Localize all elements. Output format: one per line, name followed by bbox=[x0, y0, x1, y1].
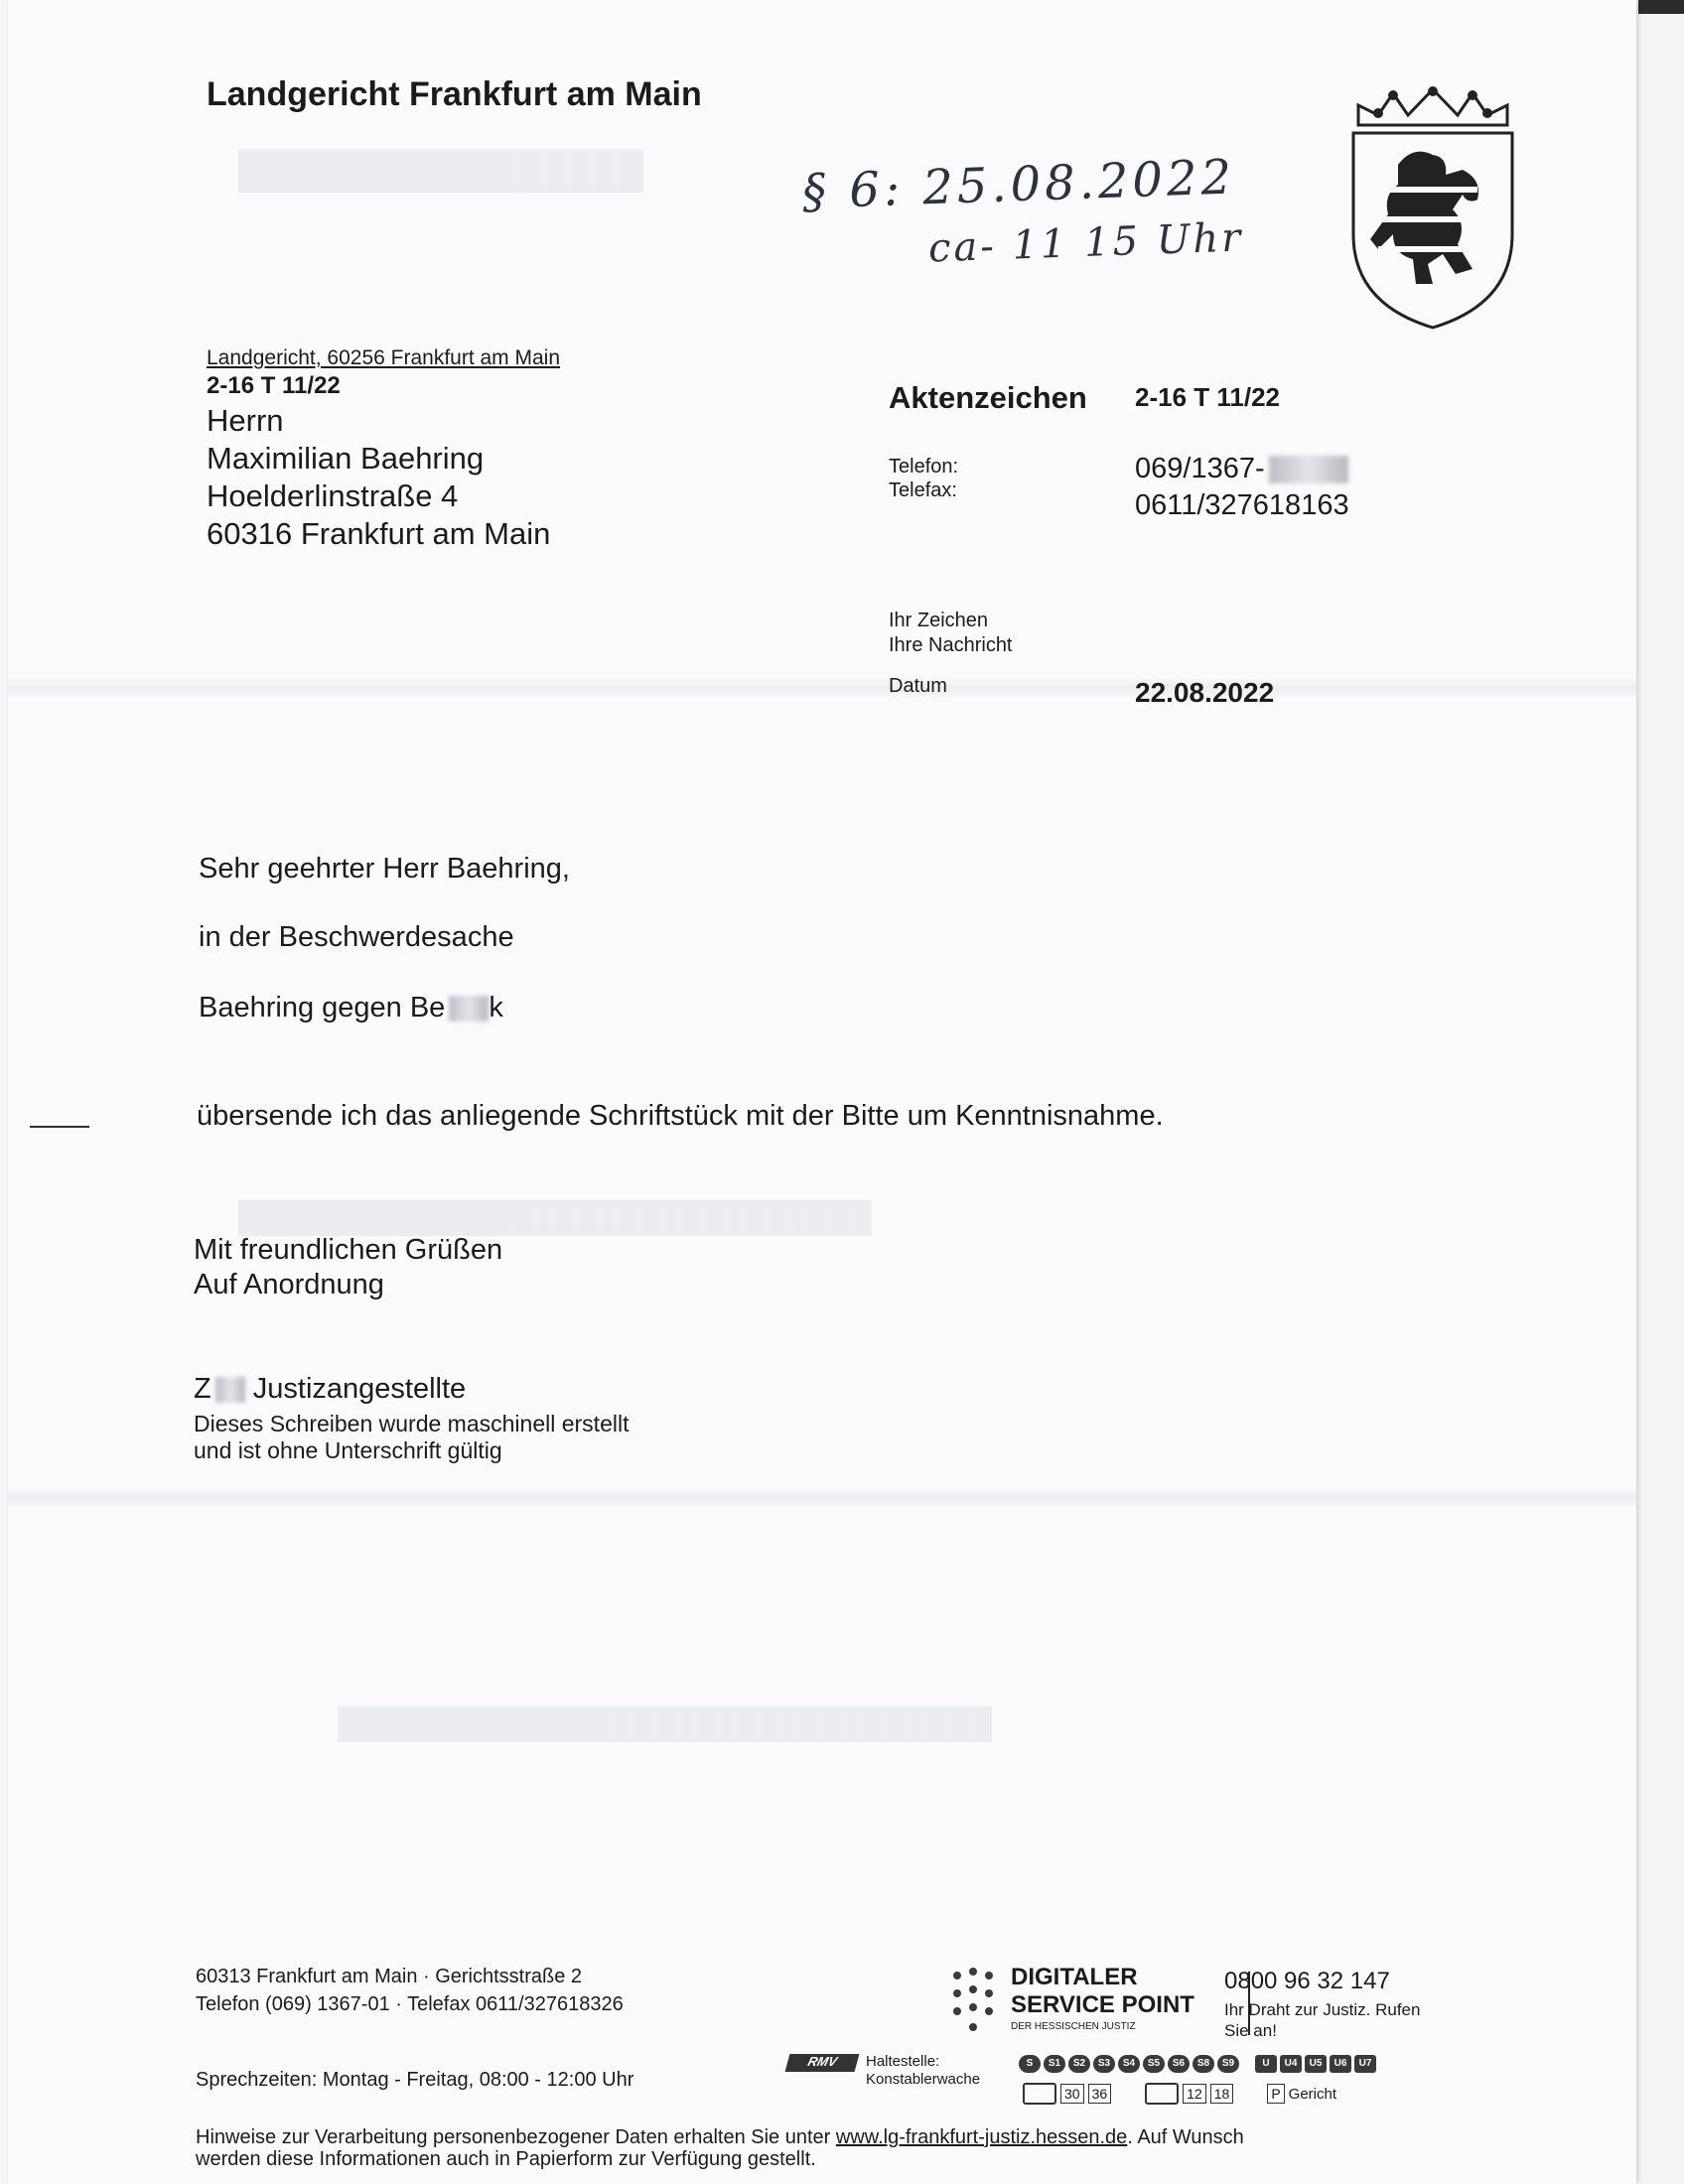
parking-label: Gericht bbox=[1288, 2085, 1337, 2103]
redaction-blur bbox=[215, 1377, 245, 1403]
aktenzeichen-value: 2-16 T 11/22 bbox=[1135, 382, 1280, 412]
datum-value: 22.08.2022 bbox=[1135, 677, 1275, 708]
aktenzeichen-label: Aktenzeichen bbox=[889, 380, 1087, 415]
hotline-subtitle: Ihr Draht zur Justiz. Rufen Sie an! bbox=[1224, 2000, 1421, 2040]
s-line-badge: S5 bbox=[1143, 2055, 1165, 2073]
s-line-badge: S3 bbox=[1093, 2055, 1115, 2073]
datum-label: Datum bbox=[889, 675, 947, 697]
s-line-badge: S6 bbox=[1168, 2055, 1190, 2073]
rmv-logo: RMV bbox=[785, 2054, 860, 2072]
transit-line-badges bbox=[1019, 2055, 1376, 2073]
u-line-badge: U bbox=[1255, 2055, 1277, 2073]
bus-tram-parking bbox=[1023, 2083, 1336, 2105]
bus-line: 36 bbox=[1088, 2084, 1112, 2104]
u-line-badge: U4 bbox=[1280, 2055, 1302, 2073]
footer-privacy-line2: werden diese Informationen auch in Papierform zur Verfügung gestellt. bbox=[196, 2148, 816, 2170]
s-line-badge: S4 bbox=[1118, 2055, 1140, 2073]
closing-regards: Mit freundlichen Grüßen bbox=[194, 1234, 503, 1266]
s-line-badge: S2 bbox=[1068, 2055, 1090, 2073]
bus-line: 30 bbox=[1060, 2084, 1084, 2104]
footer-phone-fax: Telefon (069) 1367-01 · Telefax 0611/327618326 bbox=[196, 1993, 624, 2015]
privacy-link[interactable]: www.lg-frankfurt-justiz.hessen.de bbox=[835, 2126, 1128, 2148]
court-name: Landgericht Frankfurt am Main bbox=[207, 75, 702, 113]
signer-line: Z Justizangestellte bbox=[194, 1373, 467, 1405]
s-line-badge: S8 bbox=[1193, 2055, 1214, 2073]
ihre-nachricht-label: Ihre Nachricht bbox=[889, 634, 1013, 656]
redaction-blur bbox=[1269, 456, 1348, 483]
margin-mark bbox=[30, 1126, 89, 1128]
telefax-label: Telefax: bbox=[889, 479, 957, 501]
redaction-blur bbox=[449, 996, 489, 1022]
tram-line: 12 bbox=[1183, 2084, 1206, 2104]
closing-order: Auf Anordnung bbox=[194, 1269, 384, 1300]
recipient-street: Hoelderlinstraße 4 bbox=[207, 478, 459, 513]
u-line-badge: U6 bbox=[1330, 2055, 1351, 2073]
machine-note-2: und ist ohne Unterschrift gültig bbox=[194, 1437, 502, 1463]
stop-info bbox=[866, 2053, 980, 2089]
recipient-name: Maximilian Baehring bbox=[207, 441, 485, 476]
fold-line bbox=[8, 679, 1636, 697]
bus-icon bbox=[1023, 2083, 1056, 2105]
handwritten-note-time: ca- 11 15 Uhr bbox=[927, 214, 1245, 272]
footer-address: 60313 Frankfurt am Main · Gerichtsstraße 2 bbox=[196, 1966, 583, 1987]
telefon-value: 069/1367- bbox=[1135, 453, 1348, 485]
hesse-coat-of-arms-icon bbox=[1338, 85, 1527, 334]
sender-line: Landgericht, 60256 Frankfurt am Main bbox=[207, 346, 561, 369]
footer-privacy-line1: Hinweise zur Verarbeitung personenbezogener Daten erhalten Sie unter www.lg-frankfurt-justiz.hessen.de. Auf Wunsch bbox=[196, 2126, 1244, 2148]
s-line-badge: S bbox=[1019, 2055, 1041, 2073]
scan-edge bbox=[1638, 0, 1684, 14]
handwritten-note-date: § 6: 25.08.2022 bbox=[801, 149, 1236, 220]
hotline-number: 0800 96 32 147 bbox=[1224, 1968, 1390, 1994]
tram-icon bbox=[1145, 2083, 1179, 2105]
ihr-zeichen-label: Ihr Zeichen bbox=[889, 610, 989, 631]
telefon-label: Telefon: bbox=[889, 456, 959, 478]
show-through: ████████████████ bbox=[238, 150, 644, 190]
show-through: ██████████████████████████████ bbox=[238, 1201, 872, 1234]
stop-label: Haltestelle: bbox=[866, 2053, 940, 2070]
parking-icon: P bbox=[1267, 2084, 1284, 2104]
main-sentence: übersende ich das anliegende Schriftstück mit der Bitte um Kenntnisnahme. bbox=[197, 1100, 1164, 1132]
tram-line: 18 bbox=[1210, 2084, 1234, 2104]
s-line-badge: S1 bbox=[1044, 2055, 1065, 2073]
s-line-badge: S9 bbox=[1217, 2055, 1239, 2073]
greeting: Sehr geehrter Herr Baehring, bbox=[199, 853, 570, 885]
recipient-salutation: Herrn bbox=[207, 403, 284, 438]
fold-line bbox=[8, 1489, 1636, 1507]
dots-icon bbox=[953, 1968, 1001, 2039]
show-through: ███████████████████████████████ bbox=[338, 1707, 992, 1740]
dsp-line-3: DER HESSISCHEN JUSTIZ bbox=[1011, 2021, 1136, 2032]
case-parties: Baehring gegen Be k bbox=[199, 992, 503, 1024]
stop-name: Konstablerwache bbox=[866, 2071, 981, 2088]
dsp-line-2: SERVICE POINT bbox=[1011, 1991, 1194, 2018]
u-line-badge: U7 bbox=[1354, 2055, 1376, 2073]
case-intro: in der Beschwerdesache bbox=[199, 921, 514, 953]
u-line-badge: U5 bbox=[1305, 2055, 1327, 2073]
telefax-value: 0611/327618163 bbox=[1135, 489, 1349, 521]
address-reference: 2-16 T 11/22 bbox=[207, 372, 341, 399]
footer-hours: Sprechzeiten: Montag - Freitag, 08:00 - 12:00 Uhr bbox=[196, 2069, 634, 2091]
dsp-line-1: DIGITALER bbox=[1011, 1964, 1138, 1990]
machine-note-1: Dieses Schreiben wurde maschinell erstellt bbox=[194, 1411, 630, 1436]
recipient-city: 60316 Frankfurt am Main bbox=[207, 516, 551, 551]
